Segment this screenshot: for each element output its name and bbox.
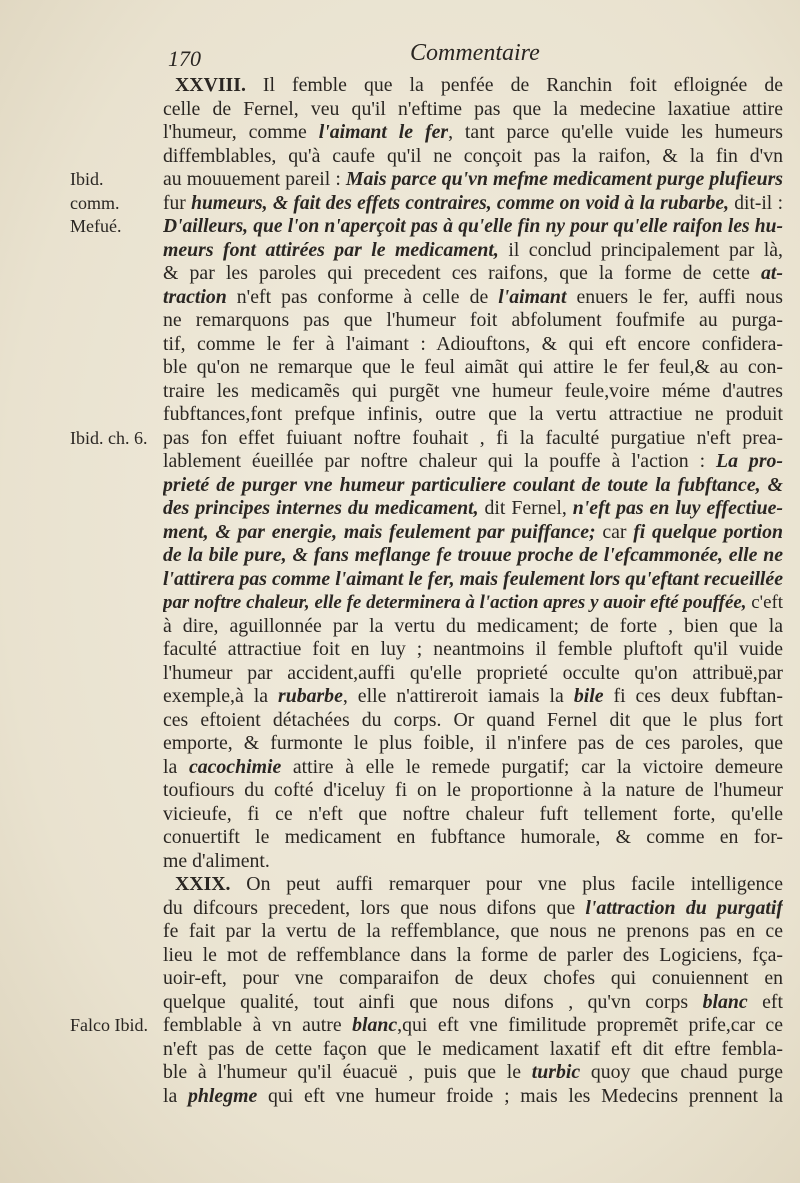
text-line bbox=[163, 1038, 783, 1062]
text-run: la bbox=[163, 1084, 189, 1107]
text-run: l'humeur par accident,auffi qu'elle proprieté occulte qu'on attribuë,par bbox=[163, 661, 783, 684]
text-run: n'eft pas conforme à celle de bbox=[226, 285, 499, 308]
text-line bbox=[163, 1014, 783, 1038]
italic-text: cacochimie bbox=[188, 755, 282, 778]
text-line bbox=[163, 638, 783, 662]
text-run: lieu le mot de reffemblance dans la forme de parler des Logiciens, fça- bbox=[163, 943, 783, 966]
text-run: lablement éueillée par noftre chaleur qui la pouffe à l'action : bbox=[163, 450, 717, 472]
text-run: c'eft bbox=[746, 592, 783, 613]
text-run: faculté attractiue foit en luy ; neantmoins il femble pluftoft qu'il vuide bbox=[163, 638, 783, 660]
text-run: conuertift le medicament en fubftance humorale, & comme en for- bbox=[163, 826, 783, 848]
text-line bbox=[163, 685, 783, 709]
text-line bbox=[163, 568, 783, 592]
italic-text: prieté de purger vne humeur particuliere coulant de toute la fubftance, & bbox=[163, 473, 783, 496]
text-line bbox=[163, 450, 783, 474]
text-run: celle de Fernel, veu qu'il n'eftime pas que la medecine laxatiue attire bbox=[163, 97, 783, 120]
italic-text: n'eft pas en luy effectiue- bbox=[572, 497, 783, 519]
text-line bbox=[163, 356, 783, 380]
text-run: l'humeur, comme bbox=[163, 121, 319, 143]
text-line bbox=[163, 262, 783, 286]
text-line bbox=[163, 803, 783, 827]
italic-text: blanc bbox=[702, 990, 748, 1013]
italic-text: Mais parce qu'vn mefme medicament purge plufieurs bbox=[345, 168, 783, 190]
text-run: toufiours du cofté d'iceluy fi on le proportionne à la nature de l'humeur bbox=[163, 779, 783, 801]
italic-text: de la bile pure, & fans meflange fe trouue proche de l'efcammonée, elle ne bbox=[163, 544, 783, 566]
text-run: au mouuement pareil : bbox=[163, 168, 346, 190]
text-run: , elle n'attireroit iamais la bbox=[342, 685, 574, 707]
text-run: il conclud principalement par là, bbox=[498, 238, 783, 261]
text-run: n'eft pas de cette façon que le medicament laxatif eft dit eftre fembla- bbox=[163, 1037, 783, 1060]
italic-text: blanc bbox=[352, 1014, 398, 1036]
italic-text: D'ailleurs, que l'on n'aperçoit pas à qu'elle fin ny pour qu'elle raifon les hu- bbox=[163, 216, 783, 237]
text-run: & par les paroles qui precedent ces raifons, que la forme de cette bbox=[163, 262, 762, 284]
text-line bbox=[163, 1061, 783, 1085]
italic-text: turbic bbox=[531, 1061, 581, 1083]
text-line bbox=[163, 145, 783, 169]
text-line bbox=[163, 380, 783, 404]
text-line bbox=[163, 333, 783, 357]
text-run: On peut auffi remarquer pour vne plus facile intelligence bbox=[230, 873, 783, 895]
italic-text: phlegme bbox=[188, 1084, 258, 1107]
text-run: traire les medicamẽs qui purgẽt vne humeur feule,voire méme d'autres bbox=[163, 379, 783, 402]
text-line bbox=[163, 286, 783, 310]
text-line bbox=[163, 497, 783, 521]
text-run: ble à l'humeur qu'il éuacuë , puis que le bbox=[163, 1061, 532, 1083]
text-run: enuers le fer, auffi nous bbox=[566, 285, 783, 308]
text-run: qui eft vne humeur froide ; mais les Medecins prennent la bbox=[257, 1084, 783, 1107]
text-line bbox=[163, 192, 783, 216]
text-run: me d'aliment. bbox=[163, 849, 270, 872]
text-line bbox=[163, 1085, 783, 1109]
italic-text: La pro- bbox=[716, 450, 783, 472]
section-number: XXIX. bbox=[175, 873, 231, 895]
text-run: fubftances,font prefque infinis, outre que la vertu attractiue ne produit bbox=[163, 403, 783, 425]
text-run: diffemblables, qu'à caufe qu'il ne conçoit pas la raifon, & la fin d'vn bbox=[163, 144, 783, 167]
text-line bbox=[163, 850, 783, 874]
text-run: attire à elle le remede purgatif; car la victoire demeure bbox=[281, 755, 783, 778]
text-run: ne remarquons pas que l'humeur foit abfolument foufmife au purga- bbox=[163, 309, 783, 331]
text-line bbox=[163, 826, 783, 850]
text-line bbox=[163, 615, 783, 639]
text-line bbox=[163, 309, 783, 333]
margin-note: Ibid. bbox=[70, 169, 104, 189]
body-text bbox=[163, 74, 783, 1108]
text-line bbox=[163, 732, 783, 756]
page-header bbox=[160, 40, 760, 74]
italic-text: at- bbox=[761, 262, 783, 284]
italic-text: des principes internes du medicament, bbox=[163, 497, 479, 519]
text-line bbox=[163, 544, 783, 568]
text-line bbox=[163, 709, 783, 733]
text-run: fi ces deux fubftan- bbox=[603, 685, 783, 707]
italic-text: par noftre chaleur, elle fe determinera à l'action apres y auoir efté pouffée, bbox=[163, 592, 747, 613]
italic-text: meurs font attirées par le medicament, bbox=[163, 238, 499, 261]
italic-text: l'aimant bbox=[498, 285, 567, 308]
text-line bbox=[163, 756, 783, 780]
text-run: dit Fernel, bbox=[478, 497, 573, 519]
text-run: la bbox=[163, 755, 189, 778]
italic-text: rubarbe bbox=[278, 685, 343, 707]
margin-note: Mefué. bbox=[70, 216, 122, 236]
page-number: 170 bbox=[168, 46, 201, 71]
text-line bbox=[163, 98, 783, 122]
italic-text: humeurs, & fait des effets contraires, comme on void à la rubarbe, bbox=[191, 192, 729, 214]
text-line bbox=[163, 239, 783, 263]
text-line bbox=[163, 967, 783, 991]
text-line bbox=[163, 427, 783, 451]
text-line bbox=[163, 591, 783, 615]
text-run: à dire, aguillonnée par la vertu du medicament; de forte , bien que la bbox=[163, 614, 783, 637]
margin-note: Falco Ibid. bbox=[70, 1015, 148, 1035]
text-line bbox=[163, 944, 783, 968]
text-run: ble qu'on ne remarque que le feul aimãt qui attire le fer feul,& au con- bbox=[163, 356, 783, 378]
text-line bbox=[163, 662, 783, 686]
text-run: quelque qualité, tout ainfi que nous difons , qu'vn corps bbox=[163, 990, 703, 1013]
italic-text: l'attraction du purgatif bbox=[585, 896, 783, 919]
italic-text: l'aimant le fer bbox=[318, 121, 449, 143]
text-run: fur bbox=[163, 192, 192, 214]
running-head: Commentaire bbox=[410, 40, 540, 66]
text-line bbox=[163, 474, 783, 498]
text-line bbox=[163, 121, 783, 145]
text-run: emporte, & furmonte le plus foible, il n'infere pas de ces paroles, que bbox=[163, 732, 783, 754]
text-run: tif, comme le fer à l'aimant : Adiouftons, & qui eft encore confidera- bbox=[163, 332, 783, 355]
margin-note: Ibid. ch. 6. bbox=[70, 427, 148, 448]
text-line bbox=[163, 920, 783, 944]
text-run: uoir-eft, pour vne comparaifon de deux chofes qui conuiennent en bbox=[163, 967, 783, 989]
text-line bbox=[163, 991, 783, 1015]
text-run: quoy que chaud purge bbox=[580, 1061, 783, 1083]
text-run: ces eftoient détachées du corps. Or quand Fernel dit que le plus fort bbox=[163, 708, 783, 731]
text-run: pas fon effet fuiuant noftre fouhait , fi la faculté purgatiue n'eft prea- bbox=[163, 426, 783, 449]
section-number: XXVIII. bbox=[175, 74, 246, 96]
italic-text: l'attirera pas comme l'aimant le fer, mais feulement lors qu'eftant recueillée bbox=[163, 567, 783, 590]
text-run: ,qui eft vne fimilitude propremẽt prife,car ce bbox=[397, 1014, 783, 1036]
text-run: , tant parce qu'elle vuide les humeurs bbox=[448, 121, 783, 143]
text-run: fe fait par la vertu de la reffemblance, que nous ne prenons pas en ce bbox=[163, 920, 783, 942]
italic-text: traction bbox=[163, 285, 227, 308]
italic-text: ment, & par energie, mais feulement par puiffance; bbox=[163, 520, 596, 543]
italic-text: bile bbox=[573, 685, 604, 707]
text-line bbox=[163, 74, 783, 98]
text-run: car bbox=[595, 520, 634, 543]
text-run: dit-il : bbox=[728, 192, 783, 214]
text-line bbox=[163, 403, 783, 427]
text-run: vicieufe, fi ce n'eft que noftre chaleur fuft tellement forte, qu'elle bbox=[163, 802, 783, 825]
text-line bbox=[163, 521, 783, 545]
italic-text: fi quelque portion bbox=[633, 520, 783, 543]
text-run: du difcours precedent, lors que nous difons que bbox=[163, 896, 586, 919]
text-run: femblable à vn autre bbox=[163, 1014, 353, 1036]
text-run: Il femble que la penfée de Ranchin foit efloignée de bbox=[245, 74, 783, 96]
text-line bbox=[163, 873, 783, 897]
text-run: eft bbox=[747, 990, 783, 1013]
text-line bbox=[163, 779, 783, 803]
margin-note: comm. bbox=[70, 192, 120, 213]
text-run: exemple,à la bbox=[163, 685, 278, 707]
text-line bbox=[163, 215, 783, 239]
text-line bbox=[163, 897, 783, 921]
text-line bbox=[163, 168, 783, 192]
